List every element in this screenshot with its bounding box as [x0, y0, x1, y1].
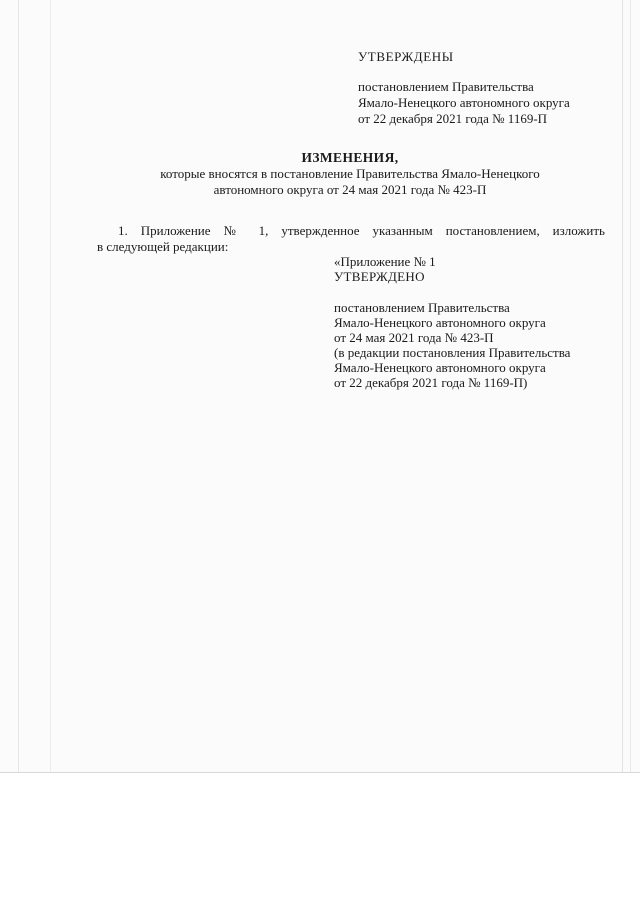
- appendix-approved-label: УТВЕРЖДЕНО: [334, 269, 425, 284]
- scan-artifact-line: [630, 0, 631, 772]
- document-subtitle-line: которые вносятся в постановление Правительства Ямало-Ненецкого: [160, 166, 540, 181]
- paragraph-1: [97, 223, 605, 255]
- appendix-line: Ямало-Ненецкого автономного округа: [334, 315, 546, 330]
- appendix-line: от 22 декабря 2021 года № 1169-П): [334, 375, 528, 390]
- paragraph-line: 1. Приложение № 1, утвержденное указанным постановлением, изложить: [118, 223, 605, 238]
- appendix-line: постановлением Правительства: [334, 300, 510, 315]
- appendix-line: Ямало-Ненецкого автономного округа: [334, 360, 546, 375]
- approval-title: УТВЕРЖДЕНЫ: [358, 49, 454, 64]
- scan-artifact-line: [18, 0, 19, 772]
- scan-artifact-line: [50, 0, 51, 772]
- approval-line: постановлением Правительства: [358, 79, 534, 94]
- document-heading: ИЗМЕНЕНИЯ,: [301, 150, 399, 165]
- paragraph-line: в следующей редакции:: [97, 239, 229, 254]
- document-subtitle-line: автономного округа от 24 мая 2021 года № 423-П: [213, 182, 487, 197]
- appendix-line: (в редакции постановления Правительства: [334, 345, 571, 360]
- approval-line: Ямало-Ненецкого автономного округа: [358, 95, 570, 110]
- scan-artifact-line: [622, 0, 623, 772]
- appendix-line: от 24 мая 2021 года № 423-П: [334, 330, 494, 345]
- appendix-reference: «Приложение № 1: [334, 254, 436, 269]
- approval-line: от 22 декабря 2021 года № 1169-П: [358, 111, 548, 126]
